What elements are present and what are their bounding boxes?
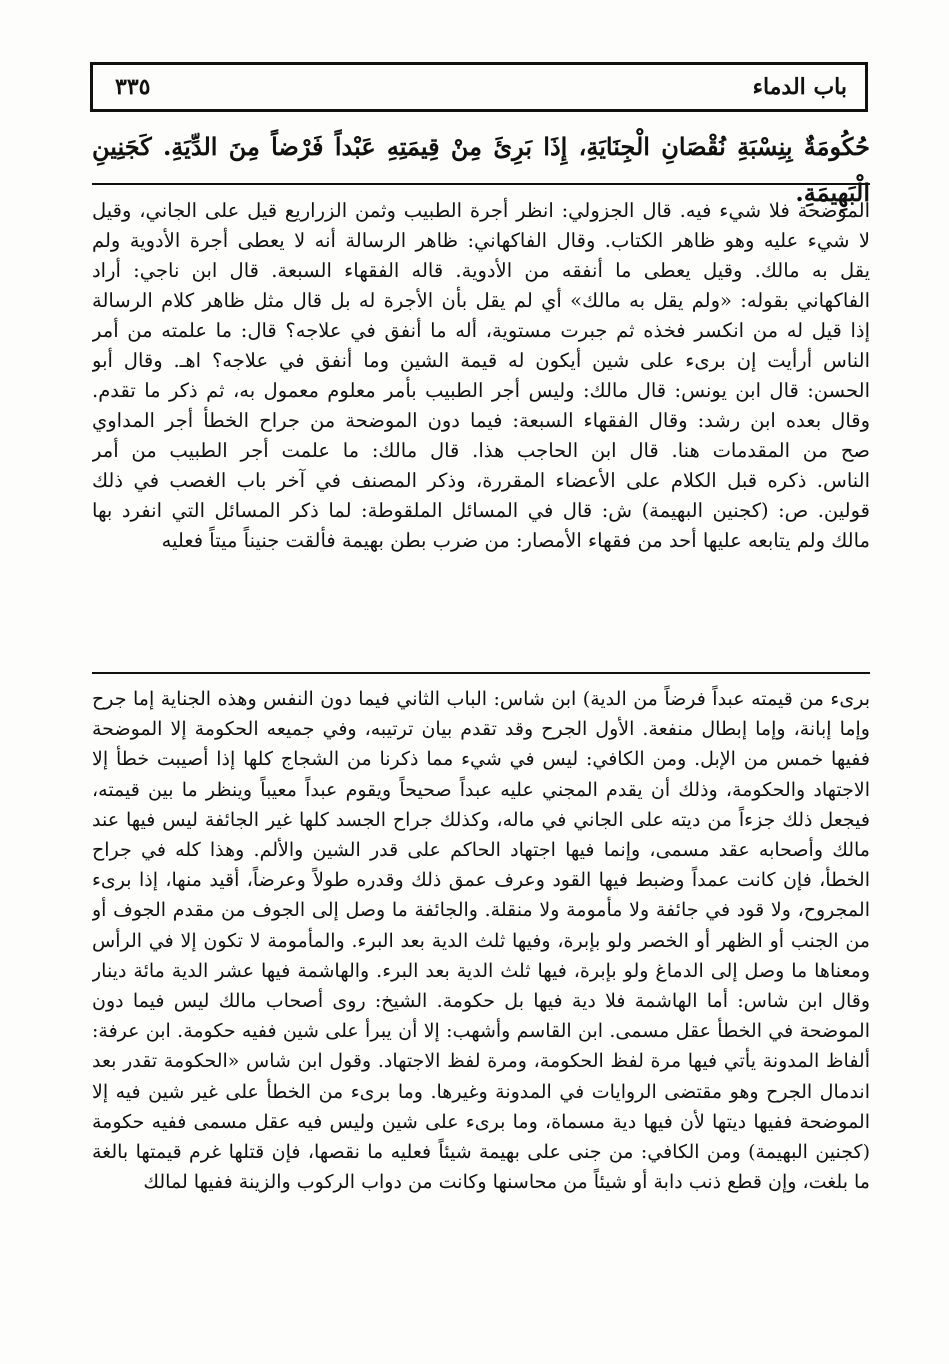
- chapter-title: باب الدماء: [752, 74, 847, 100]
- lower-line: الموضحة في الخطأ عقل مسمى. ابن القاسم وأشهب: إلا أن يبرأ على شين ففيه حكومة. ابن عرفة:: [92, 1020, 870, 1043]
- sharh-line: يقل به مالك. وقيل يعطى ما أنفقه من الأدوية. قاله الفقهاء السبعة. قال ابن ناجي: أراد: [92, 259, 870, 282]
- divider-middle: [92, 672, 870, 674]
- sharh-line: الفاكهاني بقوله: «ولم يقل به مالك» أي لم يقل بأن الأجرة له بل قال مثل ظاهر كلام الرسالة: [92, 289, 870, 312]
- lower-line: (كجنين البهيمة) ومن الكافي: من جنى على بهيمة شيئاً فعليه ما نقصها، فإن قتلها غرم قيمتها بالغة: [92, 1141, 870, 1164]
- lower-line: من الجنب أو الظهر أو الخصر ولو بإبرة، وفيها ثلث الدية بعد البرء. والمأمومة لا تكون إلا في الرأس: [92, 929, 870, 952]
- matn-text: حُكُومَةٌ بِنِسْبَةِ نُقْصَانِ الْجِنَايَةِ، إِذَا بَرِئَ مِنْ قِيمَتِهِ عَبْداً فَرْضاً مِنَ الدِّيَةِ. كَجَنِينِ الْبَهِيمَةِ.: [92, 132, 870, 207]
- sharh-line: الحسن: قال ابن يونس: قال مالك: وليس أجر الطبيب بأمر معلوم معمول به، ثم ذكر ما تقدم.: [92, 379, 870, 402]
- page-number: ٣٣٥: [115, 74, 151, 100]
- sharh-line: مالك ولم يتابعه عليها أحد من فقهاء الأمصار: من ضرب بطن بهيمة فألقت جنيناً ميتاً فعليه: [161, 529, 870, 552]
- lower-commentary: [92, 684, 870, 1197]
- lower-line: وإما إبانة، وإما إبطال منفعة. الأول الجرح وقد تقدم بيان ترتيبه، وفي جميعه الحكومة إلا الموضحة: [92, 718, 870, 741]
- sharh-block: [92, 196, 870, 556]
- sharh-line: الناس. ذكره قبل الكلام على الأعضاء المقررة، وذكر المصنف في آخر باب الغصب في ذلك: [92, 469, 870, 492]
- lower-line: الموضحة ففيها ديتها لأن فيها دية مسماة، وما برىء على شين وليس فيه عقل مسمى ففيه حكومة: [92, 1110, 870, 1133]
- sharh-line: الناس أرأيت إن برىء على شين أيكون له قيمة الشين وما أنفق في علاجه؟ اهـ. وقال أبو: [92, 349, 870, 372]
- lower-line: برىء من قيمته عبداً فرضاً من الدية) ابن شاس: الباب الثاني فيما دون النفس وهذه الجناية إما جرح: [92, 688, 870, 710]
- sharh-line: الموضحة فلا شيء فيه. قال الجزولي: انظر أجرة الطبيب وثمن الزراريع قيل على الجاني، وقيل: [92, 199, 870, 222]
- page-header: [90, 62, 868, 112]
- lower-line: ومعناها ما وصل إلى الدماغ ولو بإبرة، فيها ثلث الدية بعد البرء. والهاشمة فيها عشر الدية مائة دينار: [92, 959, 870, 982]
- sharh-line: لا شيء عليه وهو ظاهر الكتاب. وقال الفاكهاني: ظاهر الرسالة أنه لا يعطى أجرة الأدوية ولم: [92, 229, 870, 252]
- lower-line: ألفاظ المدونة يأتي فيها مرة لفظ الحكومة، ومرة لفظ الاجتهاد. وقول ابن شاس «الحكومة تقدر بعد: [92, 1050, 870, 1073]
- lower-line: المجروح، ولا قود في جائفة ولا مأمومة ولا منقلة. والجائفة ما وصل إلى الجوف من مقدم الجوف أو: [92, 899, 870, 922]
- lower-line: وقال ابن شاس: أما الهاشمة فلا دية فيها بل حكومة. الشيخ: روى أصحاب مالك ليس فيما دون: [92, 990, 870, 1013]
- lower-line: مالك وأصحابه عقد مسمى، وإنما فيها اجتهاد الحاكم على قدر الشين والألم. وهذا كله في جراح: [92, 839, 870, 862]
- divider-top: [92, 183, 870, 185]
- sharh-line: صح من المقدمات هنا. قال ابن الحاجب هذا. قال مالك: ما علمت أجر الطبيب من أمر: [92, 439, 870, 462]
- lower-line: فيجعل ذلك جزءاً من ديته على الجاني في ماله، وكذلك جراح الجسد كلها غير الجائفة ليس فيها عند: [92, 808, 870, 831]
- sharh-line: وقال بعده ابن رشد: وقال الفقهاء السبعة: فيما دون الموضحة من جراح الخطأ أجر المداوي: [92, 409, 870, 432]
- lower-line: ففيها خمس من الإبل. ومن الكافي: ليس في شيء مما ذكرنا من الشجاج كلها إذا أصيبت خطأ إلا: [92, 748, 870, 771]
- lower-line: الاجتهاد والحكومة، وذلك أن يقدم المجني عليه عبداً صحيحاً ويقوم عبداً معيباً وينظر ما بين قيمته،: [92, 778, 870, 801]
- lower-line: اندمال الجرح وهو مقتضى الروايات في المدونة وغيرها. وما برىء من الخطأ على غير شين فيه إلا: [92, 1080, 870, 1103]
- lower-line: ما بلغت، وإن قطع ذنب دابة أو شيئاً من محاسنها وكانت من دواب الركوب والزينة ففيها لمالك: [143, 1171, 870, 1194]
- lower-line: الخطأ، فإن كانت عمداً وضبط فيها القود وعرف عمق ذلك وقدره طولاً وعرضاً، أقيد منها، إذا برىء: [92, 869, 870, 892]
- sharh-line: إذا قيل له من انكسر فخذه ثم جبرت مستوية، أله ما أنفق في علاجه؟ قال: ما علمته من أمر: [92, 319, 870, 342]
- sharh-line: قولين. ص: (كجنين البهيمة) ش: قال في المسائل الملقوطة: لما ذكر المسائل التي انفرد بها: [92, 499, 870, 522]
